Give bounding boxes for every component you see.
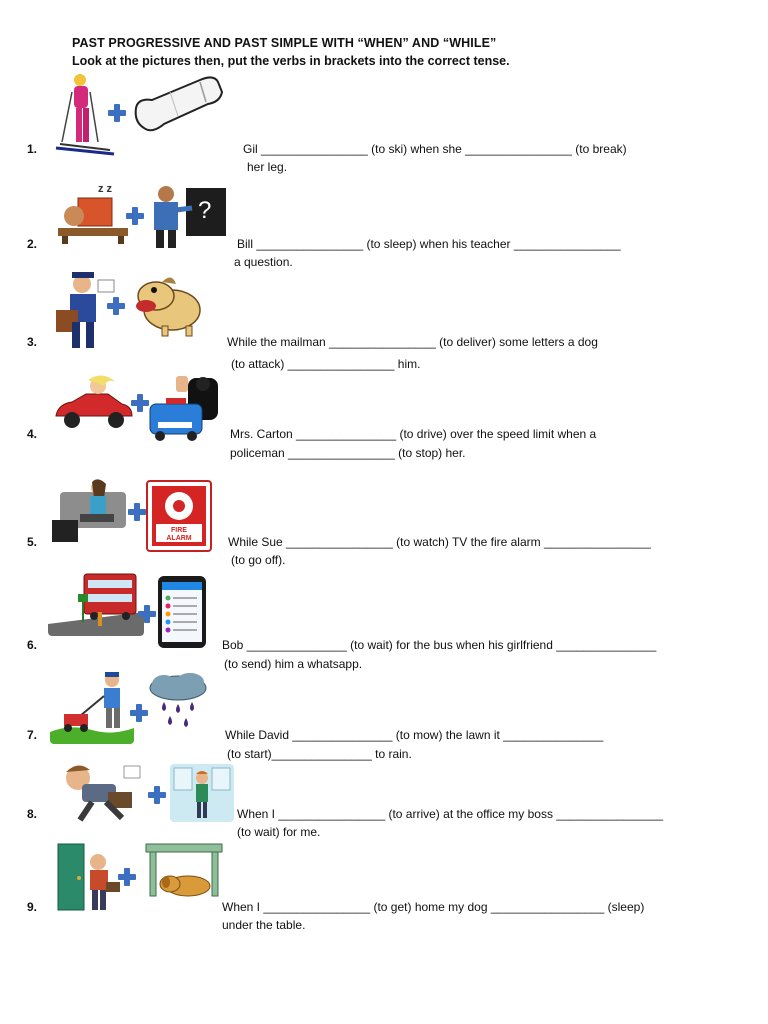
exercise-sentence-line: While Sue ________________ (to watch) TV the fire alarm ________________ bbox=[228, 535, 651, 549]
item-number: 3. bbox=[27, 335, 38, 349]
sleeping-student-picture bbox=[52, 178, 132, 244]
bus-stop-picture bbox=[48, 572, 144, 636]
svg-text:?: ? bbox=[198, 197, 212, 224]
exercise-sentence-line: (to attack) ________________ him. bbox=[231, 357, 421, 371]
police-car-picture bbox=[148, 374, 226, 442]
plus-icon bbox=[107, 297, 125, 315]
boss-waiting-picture bbox=[170, 764, 234, 822]
item-number: 7. bbox=[27, 728, 38, 742]
worksheet-title: PAST PROGRESSIVE AND PAST SIMPLE WITH “WHEN” AND “WHILE” bbox=[72, 36, 497, 50]
item-number: 8. bbox=[27, 807, 38, 821]
item-number: 5. bbox=[27, 535, 38, 549]
exercise-sentence-line: (to start)_______________ to rain. bbox=[227, 747, 412, 761]
item-number: 9. bbox=[27, 900, 38, 914]
svg-text:FIRE: FIRE bbox=[171, 527, 187, 534]
item-number: 2. bbox=[27, 237, 38, 251]
exercise-sentence-line: policeman ________________ (to stop) her. bbox=[230, 446, 466, 460]
item-number: 4. bbox=[27, 427, 38, 441]
exercise-sentence-line: Mrs. Carton _______________ (to drive) over the speed limit when a bbox=[230, 427, 597, 441]
plus-icon bbox=[126, 207, 144, 225]
exercise-sentence-line: Bill ________________ (to sleep) when his teacher ________________ bbox=[237, 237, 621, 251]
exercise-sentence-line: When I ________________ (to arrive) at the office my boss ________________ bbox=[237, 807, 664, 821]
exercise-sentence-line: (to go off). bbox=[231, 553, 286, 567]
woman-watching-tv-picture bbox=[50, 478, 132, 544]
lawn-mower-picture bbox=[50, 670, 134, 744]
late-man-running-picture bbox=[52, 762, 148, 824]
exercise-sentence-line: When I ________________ (to get) home my dog _________________ (sleep) bbox=[222, 900, 645, 914]
smartphone-picture bbox=[156, 574, 208, 650]
plus-icon bbox=[138, 605, 156, 623]
exercise-sentence-line: (to wait) for me. bbox=[237, 825, 321, 839]
svg-text:z z: z z bbox=[98, 183, 113, 195]
svg-text:ALARM: ALARM bbox=[166, 535, 192, 542]
plus-icon bbox=[148, 786, 166, 804]
exercise-sentence-line: under the table. bbox=[222, 918, 306, 932]
fire-alarm-picture bbox=[146, 480, 212, 552]
plus-icon bbox=[128, 503, 146, 521]
exercise-sentence-line: her leg. bbox=[247, 160, 288, 174]
rain-cloud-picture bbox=[146, 672, 210, 736]
exercise-sentence-line: While the mailman ________________ (to deliver) some letters a dog bbox=[227, 335, 598, 349]
plus-icon bbox=[118, 868, 136, 886]
angry-dog-picture bbox=[132, 270, 206, 338]
exercise-sentence-line: Bob _______________ (to wait) for the bus when his girlfriend _______________ bbox=[222, 638, 657, 652]
dog-under-table-picture bbox=[144, 842, 224, 898]
exercise-sentence-line: a question. bbox=[234, 255, 293, 269]
exercise-sentence-line: While David _______________ (to mow) the lawn it _______________ bbox=[225, 728, 604, 742]
exercise-sentence-line: (to send) him a whatsapp. bbox=[224, 657, 363, 671]
item-number: 1. bbox=[27, 142, 38, 156]
man-at-door-picture bbox=[52, 842, 124, 914]
woman-driving-car-picture bbox=[52, 372, 134, 434]
worksheet-instructions: Look at the pictures then, put the verbs in brackets into the correct tense. bbox=[72, 54, 510, 68]
teacher-question-picture bbox=[146, 184, 228, 250]
plus-icon bbox=[131, 394, 149, 412]
broken-leg-cast-picture bbox=[130, 72, 228, 136]
plus-icon bbox=[108, 104, 126, 122]
item-number: 6. bbox=[27, 638, 38, 652]
exercise-sentence-line: Gil ________________ (to ski) when she ________________ (to break) bbox=[243, 142, 627, 156]
